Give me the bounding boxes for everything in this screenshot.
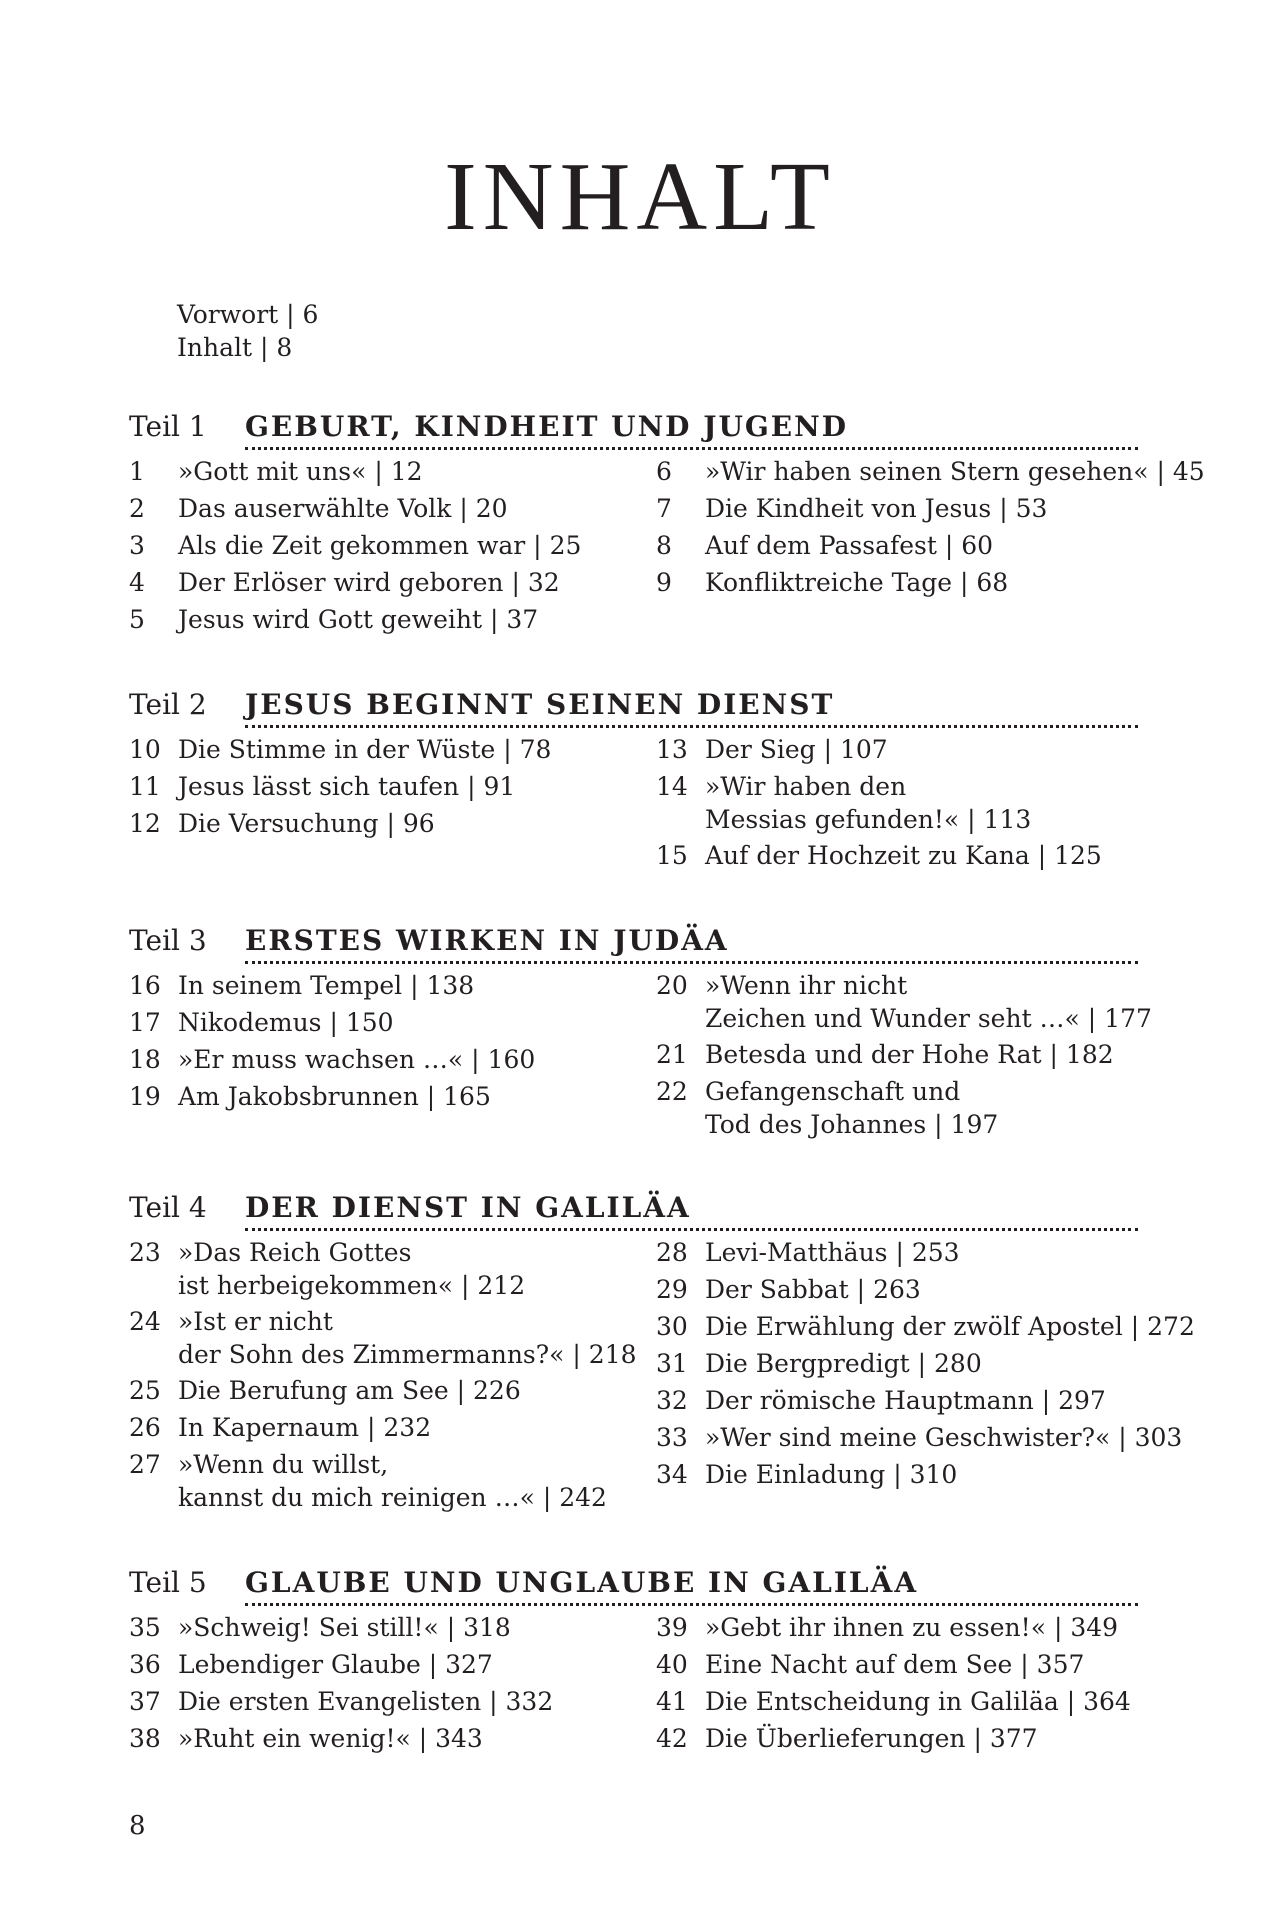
chapter-title [178, 603, 538, 636]
chapter-number: 5 [129, 605, 145, 634]
chapter-page: 32 [527, 568, 560, 597]
chapter-number: 20 [656, 971, 688, 1000]
chapter-page: 263 [873, 1275, 921, 1304]
chapter-title [705, 733, 888, 766]
chapter-number: 30 [656, 1312, 688, 1341]
front-matter-list [177, 298, 318, 364]
part-title: DER DIENST IN GALILÄA [245, 1191, 691, 1224]
chapter-title-text: »Wir haben seinen Stern gesehen« [705, 457, 1149, 486]
chapter-title-line: Die Entscheidung in Galiläa | 364 [705, 1687, 1131, 1716]
chapter-title-text: der Sohn des Zimmermanns?« [178, 1340, 565, 1369]
chapter-title-text: Gefangenschaft und [705, 1077, 961, 1106]
chapter-title [705, 1685, 1131, 1718]
chapter-page: 303 [1134, 1423, 1183, 1452]
front-matter-entry: Inhalt | 8 [177, 333, 293, 362]
chapter-title-line: Die Berufung am See | 226 [178, 1376, 521, 1405]
chapter-title [178, 1448, 607, 1514]
chapter-number: 42 [656, 1724, 688, 1753]
chapter-title-line: Konfliktreiche Tage | 68 [705, 568, 1009, 597]
chapter-title-text: Levi-Matthäus [705, 1238, 888, 1267]
chapter-title [178, 566, 560, 599]
chapter-page: 45 [1172, 457, 1205, 486]
chapter-page: 182 [1065, 1040, 1114, 1069]
chapter-title-line: ist herbeigekommen« | 212 [178, 1271, 526, 1300]
chapter-page: 349 [1070, 1613, 1119, 1642]
chapter-title-line: Der Sabbat | 263 [705, 1275, 921, 1304]
chapter-title-line: Eine Nacht auf dem See | 357 [705, 1650, 1085, 1679]
chapter-page: 160 [487, 1045, 536, 1074]
chapter-number: 24 [129, 1307, 161, 1336]
chapter-number: 25 [129, 1376, 161, 1405]
chapter-title-line: Zeichen und Wunder seht …« | 177 [705, 1004, 1152, 1033]
part-title: GEBURT, KINDHEIT UND JUGEND [245, 410, 848, 443]
chapter-title [705, 839, 1102, 872]
chapter-title-line: Die Versuchung | 96 [178, 809, 435, 838]
chapter-page: 343 [435, 1724, 483, 1753]
chapter-title-text: »Ist er nicht [178, 1307, 333, 1336]
chapter-number: 27 [129, 1450, 161, 1479]
chapter-title [178, 1043, 535, 1076]
chapter-number: 13 [656, 735, 688, 764]
chapter-number: 26 [129, 1413, 161, 1442]
part-label: Teil 4 [129, 1191, 207, 1224]
chapter-title-text: Tod des Johannes [705, 1110, 927, 1139]
chapter-title-line [178, 1305, 637, 1338]
chapter-title-text: Als die Zeit gekommen war [178, 531, 526, 560]
chapter-page: 138 [426, 971, 475, 1000]
chapter-number: 33 [656, 1423, 688, 1452]
chapter-title [705, 1038, 1114, 1071]
page-number: 8 [129, 1811, 146, 1841]
chapter-number: 36 [129, 1650, 161, 1679]
chapter-title [178, 1685, 553, 1718]
chapter-title-text: In seinem Tempel [178, 971, 403, 1000]
chapter-title [705, 1458, 957, 1491]
chapter-page: 318 [463, 1613, 511, 1642]
chapter-title [178, 770, 515, 803]
chapter-page: 25 [549, 531, 582, 560]
chapter-title [705, 492, 1047, 525]
chapter-title-text: Konfliktreiche Tage [705, 568, 953, 597]
chapter-page: 68 [976, 568, 1009, 597]
chapter-number: 38 [129, 1724, 161, 1753]
chapter-number: 10 [129, 735, 161, 764]
chapter-title-line [705, 1075, 998, 1108]
chapter-title-text: »Schweig! Sei still!« [178, 1613, 439, 1642]
chapter-page: 253 [911, 1238, 960, 1267]
chapter-title-text: Messias gefunden!« [705, 805, 960, 834]
chapter-title-text: Jesus wird Gott geweiht [178, 605, 483, 634]
chapter-title-text: Die Einladung [705, 1460, 886, 1489]
chapter-title-line: Die Stimme in der Wüste | 78 [178, 735, 552, 764]
chapter-title-line: »Gebt ihr ihnen zu essen!« | 349 [705, 1613, 1119, 1642]
chapter-number: 37 [129, 1687, 161, 1716]
chapter-title [705, 1347, 982, 1380]
chapter-title-text: Der Sabbat [705, 1275, 849, 1304]
chapter-title [178, 455, 423, 488]
chapter-page: 125 [1054, 841, 1102, 870]
entry-page: 8 [276, 333, 293, 362]
chapter-title-text: »Gebt ihr ihnen zu essen!« [705, 1613, 1047, 1642]
chapter-title-text: Auf dem Passafest [705, 531, 937, 560]
chapter-title-text: »Wenn du willst, [178, 1450, 389, 1479]
chapter-title [705, 770, 1031, 836]
chapter-number: 16 [129, 971, 161, 1000]
chapter-page: 232 [383, 1413, 432, 1442]
chapter-title-text: Der römische Hauptmann [705, 1386, 1034, 1415]
chapter-page: 242 [559, 1483, 607, 1512]
chapter-number: 40 [656, 1650, 688, 1679]
chapter-page: 218 [588, 1340, 637, 1369]
chapter-page: 272 [1147, 1312, 1195, 1341]
chapter-title-line: Auf der Hochzeit zu Kana | 125 [705, 841, 1102, 870]
chapter-title-text: »Wenn ihr nicht [705, 971, 908, 1000]
chapter-title-line: »Gott mit uns« | 12 [178, 457, 423, 486]
chapter-title-line: In Kapernaum | 232 [178, 1413, 432, 1442]
chapter-title-text: Nikodemus [178, 1008, 322, 1037]
chapter-number: 41 [656, 1687, 688, 1716]
chapter-title-text: Die Stimme in der Wüste [178, 735, 496, 764]
page-title: INHALT [444, 142, 836, 251]
chapter-number: 8 [656, 531, 672, 560]
chapter-title-line: Als die Zeit gekommen war | 25 [178, 531, 582, 560]
chapter-title [705, 1421, 1182, 1454]
chapter-title [705, 1310, 1195, 1343]
chapter-title-line [178, 1448, 607, 1481]
part-divider [245, 1603, 1138, 1606]
part-divider [245, 725, 1138, 728]
chapter-title [705, 566, 1008, 599]
chapter-number: 35 [129, 1613, 161, 1642]
chapter-page: 12 [390, 457, 423, 486]
chapter-title-line: Der Sieg | 107 [705, 735, 888, 764]
chapter-page: 357 [1036, 1650, 1085, 1679]
chapter-title-text: Die Erwählung der zwölf Apostel [705, 1312, 1123, 1341]
chapter-title-text: Jesus lässt sich taufen [178, 772, 460, 801]
chapter-title-line: der Sohn des Zimmermanns?« | 218 [178, 1340, 637, 1369]
chapter-title-line: Die Bergpredigt | 280 [705, 1349, 982, 1378]
chapter-number: 39 [656, 1613, 688, 1642]
entry-title: Inhalt [177, 333, 253, 362]
chapter-title-text: Eine Nacht auf dem See [705, 1650, 1013, 1679]
chapter-title-text: »Er muss wachsen …« [178, 1045, 464, 1074]
part-divider [245, 1228, 1138, 1231]
chapter-number: 2 [129, 494, 145, 523]
chapter-title [705, 1384, 1106, 1417]
chapter-number: 4 [129, 568, 145, 597]
chapter-title-text: Die Kindheit von Jesus [705, 494, 992, 523]
chapter-title [178, 807, 435, 840]
chapter-title [705, 1273, 921, 1306]
chapter-page: 297 [1058, 1386, 1106, 1415]
chapter-number: 29 [656, 1275, 688, 1304]
chapter-number: 11 [129, 772, 161, 801]
chapter-page: 107 [840, 735, 888, 764]
chapter-title [705, 969, 1152, 1035]
chapter-number: 15 [656, 841, 688, 870]
part-divider [245, 961, 1138, 964]
chapter-title-text: In Kapernaum [178, 1413, 360, 1442]
chapter-title [178, 733, 551, 766]
chapter-title-line: Die ersten Evangelisten | 332 [178, 1687, 554, 1716]
chapter-title-text: Das auserwählte Volk [178, 494, 452, 523]
chapter-title-text: Die Versuchung [178, 809, 379, 838]
chapter-number: 28 [656, 1238, 688, 1267]
chapter-title-text: Die Berufung am See [178, 1376, 449, 1405]
chapter-title-line: Am Jakobsbrunnen | 165 [178, 1082, 491, 1111]
chapter-title [178, 492, 508, 525]
chapter-title-text: Der Erlöser wird geboren [178, 568, 504, 597]
chapter-title-line: »Schweig! Sei still!« | 318 [178, 1613, 511, 1642]
chapter-title [705, 1611, 1118, 1644]
chapter-page: 91 [483, 772, 516, 801]
chapter-number: 23 [129, 1238, 161, 1267]
chapter-title-line: Nikodemus | 150 [178, 1008, 394, 1037]
chapter-number: 14 [656, 772, 688, 801]
chapter-title-line [705, 969, 1152, 1002]
chapter-number: 3 [129, 531, 145, 560]
chapter-title-text: ist herbeigekommen« [178, 1271, 454, 1300]
chapter-number: 7 [656, 494, 672, 523]
chapter-title-text: Die Überlieferungen [705, 1724, 966, 1753]
chapter-number: 9 [656, 568, 672, 597]
chapter-title-text: Der Sieg [705, 735, 816, 764]
chapter-number: 34 [656, 1460, 688, 1489]
chapter-title [178, 1236, 525, 1302]
chapter-title-text: Lebendiger Glaube [178, 1650, 421, 1679]
chapter-title [705, 1075, 998, 1141]
chapter-page: 60 [961, 531, 994, 560]
chapter-page: 212 [477, 1271, 526, 1300]
chapter-title-text: »Das Reich Gottes [178, 1238, 412, 1267]
chapter-number: 17 [129, 1008, 161, 1037]
chapter-title [178, 1006, 394, 1039]
chapter-number: 32 [656, 1386, 688, 1415]
part-label: Teil 3 [129, 924, 207, 957]
part-label: Teil 1 [129, 410, 207, 443]
chapter-title-line: Tod des Johannes | 197 [705, 1110, 999, 1139]
chapter-title [178, 1722, 483, 1755]
chapter-title-line: Die Kindheit von Jesus | 53 [705, 494, 1048, 523]
chapter-title-text: Auf der Hochzeit zu Kana [705, 841, 1030, 870]
chapter-title [178, 1080, 491, 1113]
chapter-page: 280 [934, 1349, 982, 1378]
chapter-title [705, 1722, 1038, 1755]
chapter-title [705, 1236, 960, 1269]
chapter-title-text: Zeichen und Wunder seht …« [705, 1004, 1080, 1033]
part-label: Teil 2 [129, 688, 207, 721]
chapter-title [178, 1611, 511, 1644]
chapter-page: 332 [505, 1687, 554, 1716]
chapter-title-line: »Wir haben seinen Stern gesehen« | 45 [705, 457, 1205, 486]
chapter-page: 53 [1015, 494, 1048, 523]
chapter-title-text: Betesda und der Hohe Rat [705, 1040, 1042, 1069]
chapter-page: 78 [519, 735, 552, 764]
chapter-number: 1 [129, 457, 145, 486]
chapter-title [705, 1648, 1084, 1681]
chapter-page: 20 [475, 494, 508, 523]
chapter-title [178, 1305, 637, 1371]
chapter-page: 113 [983, 805, 1032, 834]
chapter-title-line: »Wer sind meine Geschwister?« | 303 [705, 1423, 1183, 1452]
chapter-title-line: Lebendiger Glaube | 327 [178, 1650, 493, 1679]
chapter-title-line: kannst du mich reinigen …« | 242 [178, 1483, 607, 1512]
chapter-title-line: Auf dem Passafest | 60 [705, 531, 994, 560]
chapter-number: 19 [129, 1082, 161, 1111]
chapter-title-line: Jesus lässt sich taufen | 91 [178, 772, 516, 801]
entry-title: Vorwort [177, 300, 279, 329]
part-title: GLAUBE UND UNGLAUBE IN GALILÄA [245, 1566, 919, 1599]
chapter-title-line: Der Erlöser wird geboren | 32 [178, 568, 560, 597]
chapter-page: 165 [443, 1082, 491, 1111]
part-divider [245, 447, 1138, 450]
chapter-number: 31 [656, 1349, 688, 1378]
chapter-title-line: Messias gefunden!« | 113 [705, 805, 1032, 834]
chapter-page: 327 [445, 1650, 493, 1679]
chapter-title [705, 455, 1205, 488]
chapter-title-line: Die Erwählung der zwölf Apostel | 272 [705, 1312, 1195, 1341]
chapter-title-line: Der römische Hauptmann | 297 [705, 1386, 1106, 1415]
chapter-title-line: Das auserwählte Volk | 20 [178, 494, 508, 523]
chapter-page: 37 [506, 605, 539, 634]
chapter-title-line: Die Überlieferungen | 377 [705, 1724, 1038, 1753]
chapter-title-text: »Wir haben den [705, 772, 907, 801]
chapter-title [178, 969, 474, 1002]
part-title: JESUS BEGINNT SEINEN DIENST [245, 688, 835, 721]
chapter-title [178, 1648, 493, 1681]
chapter-title-line: »Ruht ein wenig!« | 343 [178, 1724, 483, 1753]
chapter-title-line: Jesus wird Gott geweiht | 37 [178, 605, 539, 634]
chapter-page: 150 [345, 1008, 394, 1037]
chapter-number: 21 [656, 1040, 688, 1069]
chapter-title [705, 529, 993, 562]
chapter-title-line: Betesda und der Hohe Rat | 182 [705, 1040, 1114, 1069]
chapter-page: 310 [909, 1460, 958, 1489]
chapter-title-line [705, 770, 1031, 803]
chapter-page: 226 [473, 1376, 521, 1405]
part-title: ERSTES WIRKEN IN JUDÄA [245, 924, 729, 957]
chapter-page: 364 [1083, 1687, 1131, 1716]
chapter-title-text: kannst du mich reinigen …« [178, 1483, 535, 1512]
chapter-title-text: »Wer sind meine Geschwister?« [705, 1423, 1111, 1452]
chapter-title-text: Die Bergpredigt [705, 1349, 910, 1378]
chapter-number: 22 [656, 1077, 688, 1106]
chapter-title-text: Die ersten Evangelisten [178, 1687, 482, 1716]
chapter-title-text: »Gott mit uns« [178, 457, 367, 486]
chapter-title-line: Levi-Matthäus | 253 [705, 1238, 960, 1267]
chapter-title-line: »Er muss wachsen …« | 160 [178, 1045, 536, 1074]
chapter-title-line: In seinem Tempel | 138 [178, 971, 475, 1000]
chapter-page: 96 [402, 809, 435, 838]
chapter-page: 377 [989, 1724, 1038, 1753]
chapter-title-text: »Ruht ein wenig!« [178, 1724, 411, 1753]
chapter-title [178, 1374, 521, 1407]
chapter-title-text: Die Entscheidung in Galiläa [705, 1687, 1059, 1716]
entry-page: 6 [302, 300, 319, 329]
chapter-number: 18 [129, 1045, 161, 1074]
chapter-number: 6 [656, 457, 672, 486]
chapter-title [178, 1411, 431, 1444]
front-matter-entry: Vorwort | 6 [177, 300, 319, 329]
chapter-title-text: Am Jakobsbrunnen [178, 1082, 419, 1111]
chapter-title-line: Die Einladung | 310 [705, 1460, 958, 1489]
chapter-page: 177 [1104, 1004, 1152, 1033]
chapter-title-line [178, 1236, 525, 1269]
chapter-page: 197 [950, 1110, 999, 1139]
chapter-number: 12 [129, 809, 161, 838]
part-label: Teil 5 [129, 1566, 207, 1599]
chapter-title [178, 529, 581, 562]
